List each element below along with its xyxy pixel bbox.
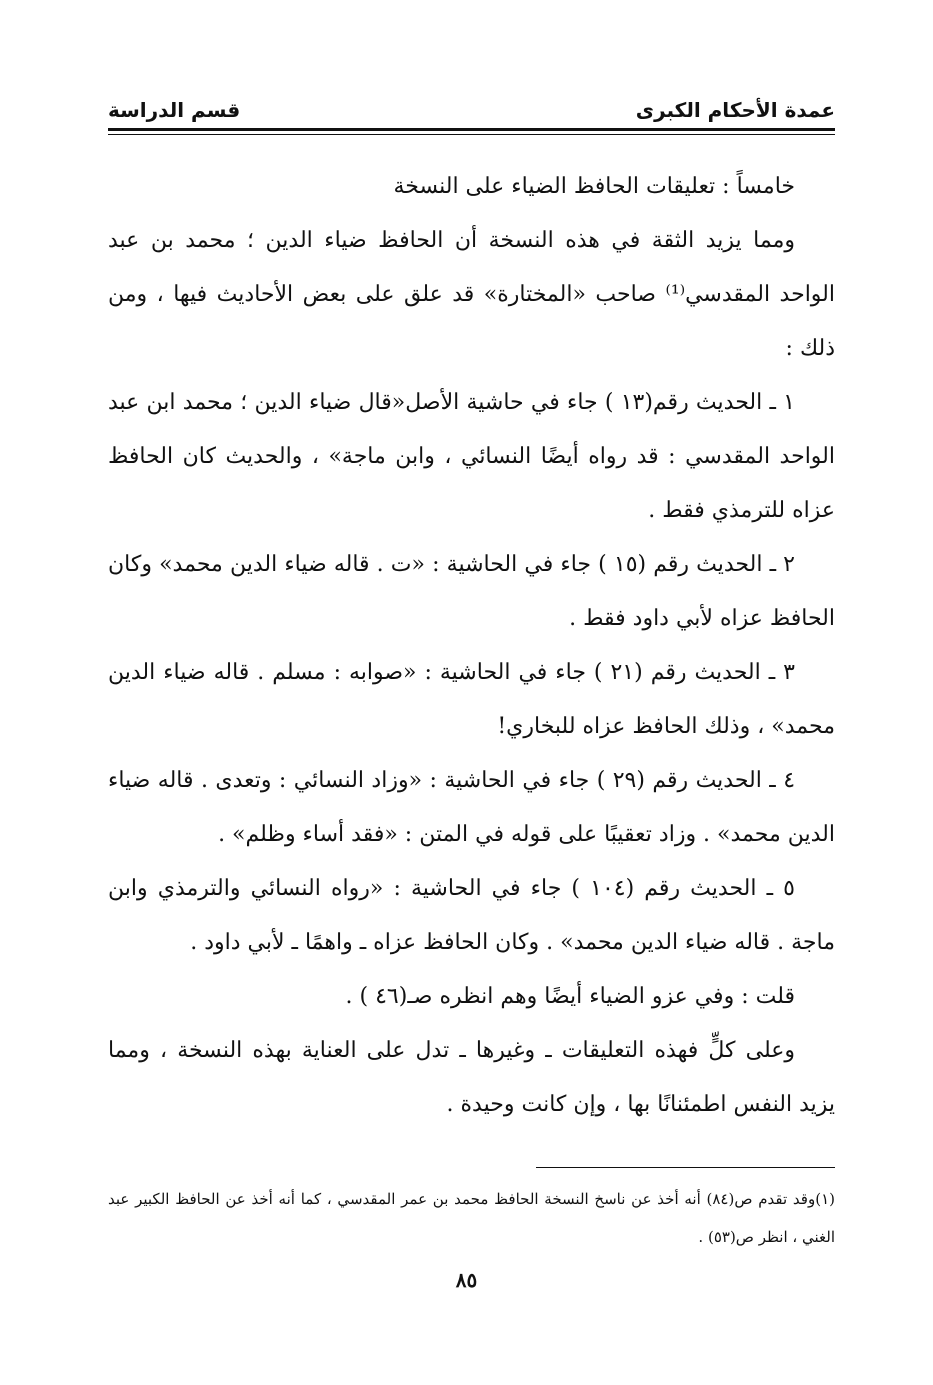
- intro-paragraph: ومما يزيد الثقة في هذه النسخة أن الحافظ ضياء الدين ؛ محمد بن عبد الواحد المقدسي⁽¹⁾ صاحب «المختارة» قد علق على بعض الأحاديث فيها ، ومن ذلك :: [108, 228, 835, 361]
- list-item: ١ ـ الحديث رقم(١٣ ) جاء في حاشية الأصل«قال ضياء الدين ؛ محمد ابن عبد الواحد المقدسي : قد رواه أيضًا النسائي ، وابن ماجة» ، والحديث كان الحافظ عزاه للترمذي فقط .: [108, 390, 835, 523]
- section-heading: خامساً : تعليقات الحافظ الضياء على النسخة: [393, 174, 795, 199]
- header-rule-thin: [108, 134, 835, 135]
- page-number: ٨٥: [455, 1268, 478, 1292]
- list-item: ٥ ـ الحديث رقم (١٠٤ ) جاء في الحاشية : «رواه النسائي والترمذي وابن ماجة . قاله ضياء الدين محمد» . وكان الحافظ عزاه ـ واهمًا ـ لأبي داود .: [108, 876, 835, 955]
- list-item: ٤ ـ الحديث رقم (٢٩ ) جاء في الحاشية : «وزاد النسائي : وتعدى . قاله ضياء الدين محمد» . وزاد تعقيبًا على قوله في المتن : «فقد أساء وظلم» .: [108, 768, 835, 847]
- footnote: [108, 1180, 835, 1256]
- body-text: [108, 160, 835, 1132]
- list-item: ٢ ـ الحديث رقم (١٥ ) جاء في الحاشية : «ت . قاله ضياء الدين محمد» وكان الحافظ عزاه لأبي داود فقط .: [108, 552, 835, 631]
- section-title: قسم الدراسة: [108, 98, 241, 122]
- book-title: عمدة الأحكام الكبرى: [635, 98, 835, 122]
- footnote-text: (١)وقد تقدم ص(٨٤) أنه أخذ عن ناسخ النسخة الحافظ محمد بن عمر المقدسي ، كما أنه أخذ عن الحافظ الكبير عبد الغني ، انظر ص(٥٣) .: [108, 1190, 835, 1246]
- list-item: ٣ ـ الحديث رقم (٢١ ) جاء في الحاشية : «صوابه : مسلم . قاله ضياء الدين محمد» ، وذلك الحافظ عزاه للبخاري!: [108, 660, 835, 739]
- footnote-separator: [536, 1167, 835, 1168]
- header-rule: [108, 128, 835, 131]
- running-header: [108, 98, 835, 128]
- author-note: قلت : وفي عزو الضياء أيضًا وهم انظره صـ(٤٦ ) .: [345, 984, 795, 1009]
- closing-paragraph: وعلى كلٍّ فهذه التعليقات ـ وغيرها ـ تدل على العناية بهذه النسخة ، ومما يزيد النفس اطمئنانًا بها ، وإن كانت وحيدة .: [108, 1038, 835, 1117]
